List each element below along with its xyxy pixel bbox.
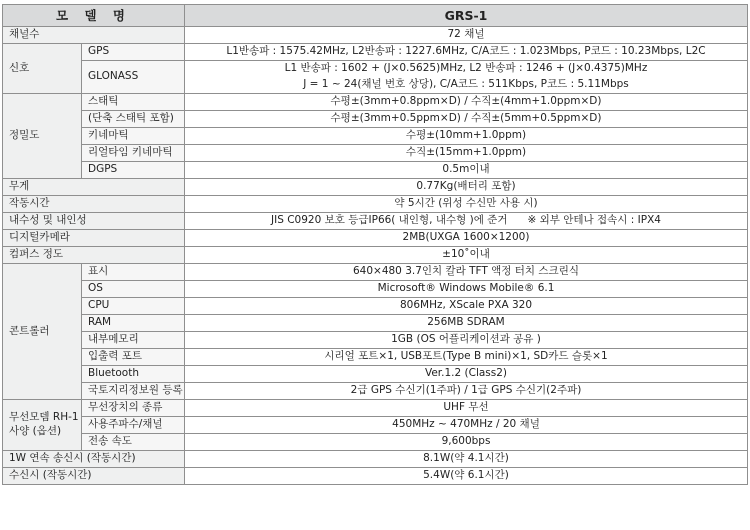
controller-label: 콘트롤러 — [3, 264, 82, 400]
short-static-label: (단축 스태틱 포함) — [82, 111, 185, 128]
registration-label: 국토지리정보원 등록 — [82, 383, 185, 400]
glonass-value-2: J = 1 ~ 24(채널 번호 상당), C/A코드 : 511Kbps, P코드 : 5.11Mbps — [185, 77, 748, 94]
bluetooth-value: Ver.1.2 (Class2) — [185, 366, 748, 383]
io-ports-value: 시리얼 포트×1, USB포트(Type B mini)×1, SD카드 슬롯×1 — [185, 349, 748, 366]
os-label: OS — [82, 281, 185, 298]
rtk-value: 수직±(15mm+1.0ppm) — [185, 145, 748, 162]
table-row — [3, 111, 748, 128]
table-row — [3, 434, 748, 451]
table-row — [3, 145, 748, 162]
kinematic-value: 수평±(10mm+1.0ppm) — [185, 128, 748, 145]
registration-value: 2급 GPS 수신기(1주파) / 1급 GPS 수신기(2주파) — [185, 383, 748, 400]
rtk-label: 리얼타임 키네마틱 — [82, 145, 185, 162]
rx-label: 수신시 (작동시간) — [3, 468, 185, 485]
modem-label — [3, 400, 82, 451]
operating-time-value: 약 5시간 (위성 수신만 사용 시) — [185, 196, 748, 213]
io-ports-label: 입출력 포트 — [82, 349, 185, 366]
table-row — [3, 417, 748, 434]
cpu-label: CPU — [82, 298, 185, 315]
table-row — [3, 264, 748, 281]
channels-label: 채널수 — [3, 27, 185, 44]
glonass-value-1: L1 반송파 : 1602 + (J×0.5625)MHz, L2 반송파 : 1246 + (J×0.4375)MHz — [185, 61, 748, 78]
frequency-value: 450MHz ~ 470MHz / 20 채널 — [185, 417, 748, 434]
weight-label: 무게 — [3, 179, 185, 196]
table-row — [3, 230, 748, 247]
header-row — [3, 5, 748, 27]
table-row — [3, 468, 748, 485]
table-row — [3, 44, 748, 61]
memory-value: 1GB (OS 어플리케이션과 공유 ) — [185, 332, 748, 349]
bluetooth-label: Bluetooth — [82, 366, 185, 383]
rx-value: 5.4W(약 6.1시간) — [185, 468, 748, 485]
table-row — [3, 162, 748, 179]
table-row — [3, 349, 748, 366]
table-row — [3, 400, 748, 417]
ram-value: 256MB SDRAM — [185, 315, 748, 332]
table-row — [3, 383, 748, 400]
channels-value: 72 채널 — [185, 27, 748, 44]
accuracy-label: 정밀도 — [3, 94, 82, 179]
modem-label-line2: 사양 (옵션) — [9, 425, 62, 437]
tx-1w-value: 8.1W(약 4.1시간) — [185, 451, 748, 468]
table-row — [3, 213, 748, 230]
table-row — [3, 27, 748, 44]
camera-label: 디지털카메라 — [3, 230, 185, 247]
compass-label: 컴퍼스 정도 — [3, 247, 185, 264]
table-row — [3, 179, 748, 196]
static-label: 스태틱 — [82, 94, 185, 111]
dgps-label: DGPS — [82, 162, 185, 179]
display-value: 640×480 3.7인치 칼라 TFT 액정 터치 스크린식 — [185, 264, 748, 281]
table-row — [3, 281, 748, 298]
tx-1w-label: 1W 연속 송신시 (작동시간) — [3, 451, 185, 468]
table-row — [3, 366, 748, 383]
table-row — [3, 196, 748, 213]
camera-value: 2MB(UXGA 1600×1200) — [185, 230, 748, 247]
table-row — [3, 61, 748, 78]
display-label: 표시 — [82, 264, 185, 281]
model-label: 모 델 명 — [3, 5, 185, 27]
table-row — [3, 451, 748, 468]
radio-type-value: UHF 무선 — [185, 400, 748, 417]
operating-time-label: 작동시간 — [3, 196, 185, 213]
weight-value: 0.77Kg(배터리 포함) — [185, 179, 748, 196]
memory-label: 내부메모리 — [82, 332, 185, 349]
model-value: GRS-1 — [185, 5, 748, 27]
static-value: 수평±(3mm+0.8ppm×D) / 수직±(4mm+1.0ppm×D) — [185, 94, 748, 111]
glonass-label: GLONASS — [82, 61, 185, 94]
table-row — [3, 315, 748, 332]
os-value: Microsoft® Windows Mobile® 6.1 — [185, 281, 748, 298]
water-value: JIS C0920 보호 등급IP66( 내인형, 내수형 )에 준거 ※ 외부 안테나 접속시 : IPX4 — [185, 213, 748, 230]
dgps-value: 0.5m이내 — [185, 162, 748, 179]
ram-label: RAM — [82, 315, 185, 332]
baud-label: 전송 속도 — [82, 434, 185, 451]
table-row — [3, 298, 748, 315]
gps-label: GPS — [82, 44, 185, 61]
table-row — [3, 128, 748, 145]
frequency-label: 사용주파수/채널 — [82, 417, 185, 434]
cpu-value: 806MHz, XScale PXA 320 — [185, 298, 748, 315]
spec-table — [2, 4, 748, 485]
table-row — [3, 247, 748, 264]
baud-value: 9,600bps — [185, 434, 748, 451]
water-label: 내수성 및 내인성 — [3, 213, 185, 230]
compass-value: ±10˚이내 — [185, 247, 748, 264]
radio-type-label: 무선장치의 종류 — [82, 400, 185, 417]
table-row — [3, 94, 748, 111]
gps-value: L1반송파 : 1575.42MHz, L2반송파 : 1227.6MHz, C/A코드 : 1.023Mbps, P코드 : 10.23Mbps, L2C — [185, 44, 748, 61]
kinematic-label: 키네마틱 — [82, 128, 185, 145]
modem-label-line1: 무선모뎀 RH-1 — [9, 411, 79, 424]
signal-label: 신호 — [3, 44, 82, 94]
short-static-value: 수평±(3mm+0.5ppm×D) / 수직±(5mm+0.5ppm×D) — [185, 111, 748, 128]
table-row — [3, 332, 748, 349]
